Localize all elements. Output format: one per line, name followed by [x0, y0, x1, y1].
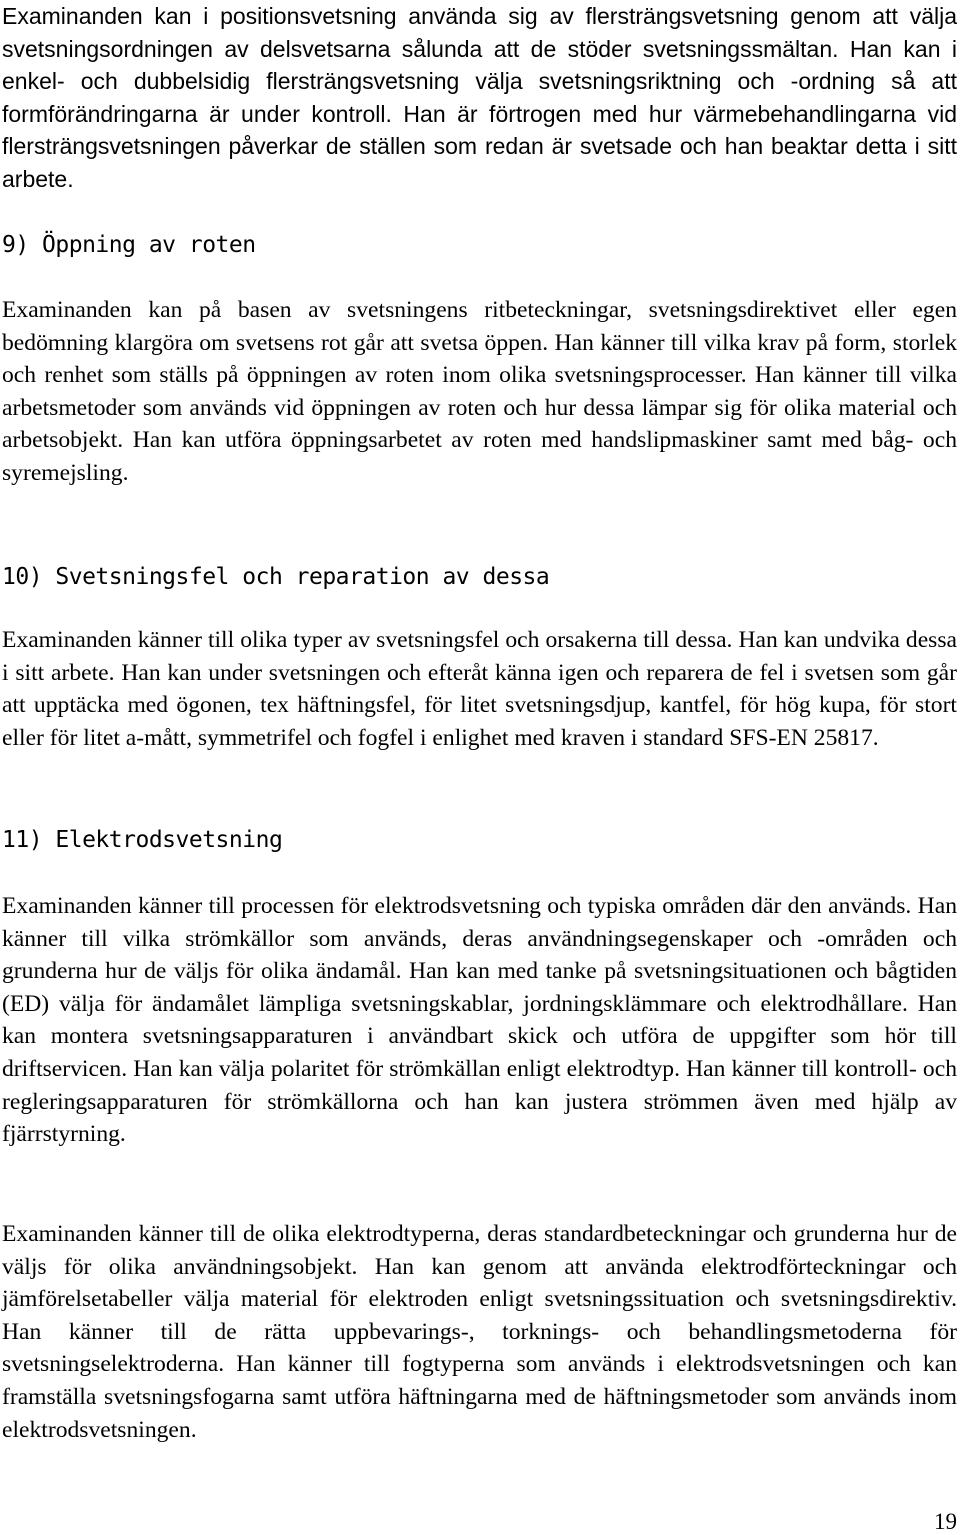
- section-10-paragraph: Examinanden känner till olika typer av svetsningsfel och orsakerna till dessa. Han kan undvika dessa i sitt arbete. Han kan under svetsningen och efteråt känna igen och reparera de fel i svetsen som går att upptäcka med ögonen, tex häftningsfel, för litet svetsningsdjup, kantfel, för hög kupa, för stort eller för litet a-mått, symmetrifel och fogfel i enlighet med kraven i standard SFS-EN 25817.: [2, 627, 957, 751]
- section-11-heading: 11) Elektrodsvetsning: [2, 827, 283, 853]
- intro-paragraph: Examinanden kan i positionsvetsning använda sig av flersträngsvetsning genom att välja svetsningsordningen av delsvetsarna sålunda att de stöder svetsningssmältan. Han kan i enkel- och dubbelsidig flersträngsvetsning välja svetsningsriktning och -ordning så att formförändringarna är under kontroll. Han är förtrogen med hur värmebehandlingarna vid flersträngsvetsningen påverkar de ställen som redan är svetsade och han beaktar detta i sitt arbete.: [2, 3, 957, 192]
- section-9-heading: 9) Öppning av roten: [2, 232, 256, 258]
- section-11-paragraph-2: Examinanden känner till de olika elektrodtyperna, deras standardbeteckningar och grunderna hur de väljs för olika användningsobjekt. Han kan genom att använda elektrodförteckningar och jämförelsetabeller välja material för elektroden enligt svetsningssituation och svetsningsdirektiv. Han känner till de rätta uppbevarings-, torknings- och behandlingsmetoderna för svetsningselektroderna. Han känner till fogtyperna som används i elektrodsvetsningen och kan framställa svetsningsfogarna samt utföra häftningarna med de häftningsmetoder som används inom elektrodsvetsningen.: [2, 1221, 957, 1443]
- section-11-paragraph-1: Examinanden känner till processen för elektrodsvetsning och typiska områden där den används. Han känner till vilka strömkällor som används, deras användningsegenskaper och -områden och grunderna hur de väljs för olika ändamål. Han kan med tanke på svetsningsituationen och bågtiden (ED) välja för ändamålet lämpliga svetsningskablar, jordningsklämmare och elektrodhållare. Han kan montera svetsningsapparaturen i användbart skick och utföra de uppgifter som hör till driftservicen. Han kan välja polaritet för strömkällan enligt elektrodtyp. Han känner till kontroll- och regleringsapparaturen för strömkällorna och han kan justera strömmen även med hjälp av fjärrstyrning.: [2, 893, 957, 1148]
- page-number: 19: [934, 1509, 957, 1534]
- section-9-paragraph: Examinanden kan på basen av svetsningens ritbeteckningar, svetsningsdirektivet eller egen bedömning klargöra om svetsens rot går att svetsa öppen. Han känner till vilka krav på form, storlek och renhet som ställs på öppningen av roten inom olika svetsningsprocesser. Han känner till vilka arbetsmetoder som används vid öppningen av roten och hur dessa lämpar sig för olika material och arbetsobjekt. Han kan utföra öppningsarbetet av roten med handslipmaskiner samt med båg- och syremejsling.: [2, 297, 957, 486]
- section-10-heading: 10) Svetsningsfel och reparation av dessa: [2, 564, 550, 590]
